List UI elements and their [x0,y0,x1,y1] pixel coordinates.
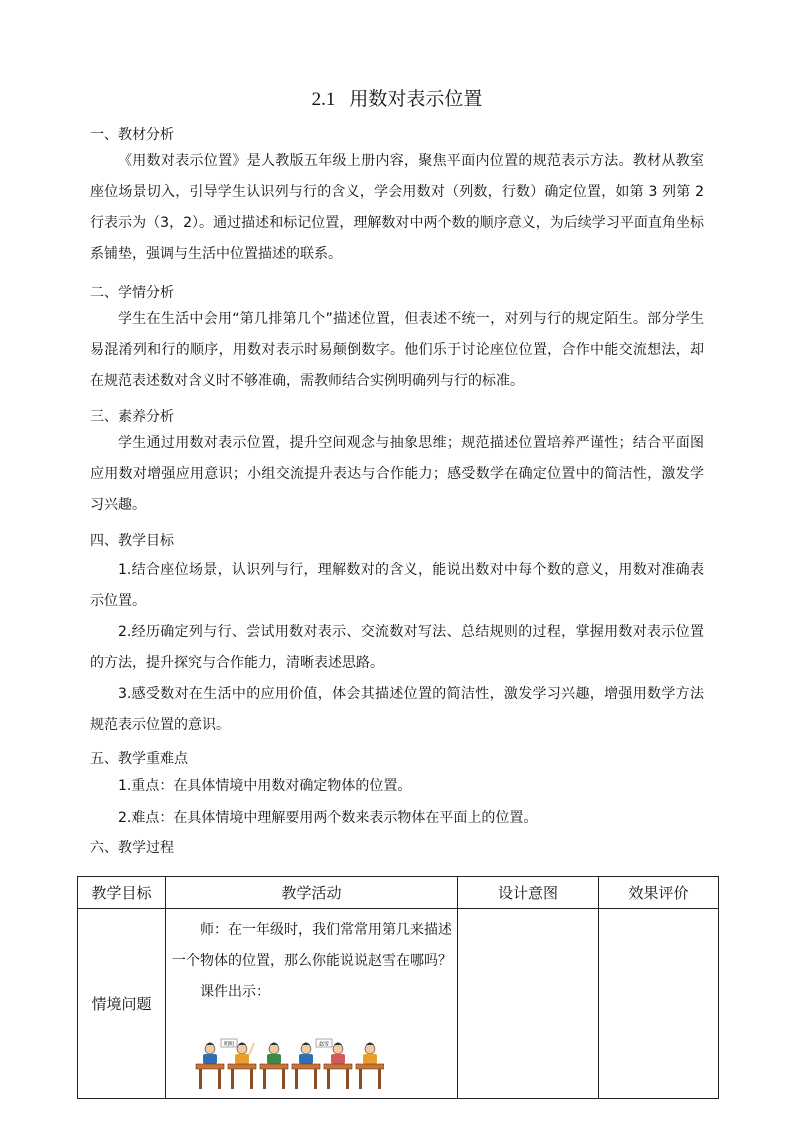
cell-evaluation [599,909,719,1099]
activity-line-1: 师：在一年级时，我们常常用第几来描述 [200,922,452,938]
cell-goal: 情境问题 [78,909,166,1099]
sign-left [221,1039,237,1048]
cell-intent [458,909,599,1099]
sign-left-text: 明明 [223,1041,235,1048]
table-row [78,909,719,1099]
objective-item-2: 2.经历确定列与行、尝试用数对表示、交流数对写法、总结规则的过程，掌握用数对表示位置的方法，提升探究与合作能力，清晰表述思路。 [90,624,704,671]
section-heading-5: 五、教学重难点 [90,751,188,767]
section-paragraph-1: 《用数对表示位置》是人教版五年级上册内容，聚焦平面内位置的规范表示方法。教材从教室座位场景切入，引导学生认识列与行的含义，学会用数对（列数，行数）确定位置，如第 3 列第 2 行表示为（3，2）。通过描述和标记位置，理解数对中两个数的顺序意义，为后续学习平面直角坐标系铺垫，强调与生活中位置描述的联系。 [90,153,704,262]
table-header-goal: 教学目标 [78,877,166,909]
objective-item-3: 3.感受数对在生活中的应用价值，体会其描述位置的简洁性，激发学习兴趣，增强用数学方法规范表示位置的意识。 [90,686,704,733]
section-heading-3: 三、素养分析 [90,409,174,425]
keypoint-item-1: 1.重点：在具体情境中用数对确定物体的位置。 [118,778,412,794]
section-heading-4: 四、教学目标 [90,533,174,549]
activity-line-2: 一个物体的位置，那么你能说说赵雪在哪吗？ [172,953,452,969]
table-header-evaluation: 效果评价 [599,877,719,909]
section-heading-2: 二、学情分析 [90,285,174,301]
classroom-seating-illustration [194,1037,384,1093]
student-6 [356,1043,384,1090]
sign-right [316,1039,332,1048]
student-5 [324,1043,352,1090]
section-heading-1: 一、教材分析 [90,127,174,143]
section-heading-6: 六、教学过程 [90,840,174,856]
teaching-process-table [77,876,719,1099]
section-paragraph-3: 学生通过用数对表示位置，提升空间观念与抽象思维；规范描述位置培养严谨性；结合平面图应用数对增强应用意识；小组交流提升表达与合作能力；感受数学在确定位置中的简洁性，激发学习兴趣。 [90,435,704,513]
table-header-activity: 教学活动 [166,877,458,909]
objective-item-1: 1.结合座位场景，认识列与行，理解数对的含义，能说出数对中每个数的意义，用数对准确表示位置。 [90,562,704,609]
sign-right-text: 赵雪 [318,1041,330,1048]
title-number: 2.1 [311,89,336,110]
student-4 [292,1043,320,1090]
student-3 [260,1043,288,1090]
table-header-row [78,877,719,909]
table-header-intent: 设计意图 [458,877,599,909]
page-title [0,84,794,111]
title-text: 用数对表示位置 [349,88,483,110]
keypoint-item-2: 2.难点：在具体情境中理解要用两个数来表示物体在平面上的位置。 [118,810,538,826]
student-1 [196,1043,224,1090]
student-2 [228,1043,256,1090]
section-paragraph-2: 学生在生活中会用“第几排第几个”描述位置，但表述不统一，对列与行的规定陌生。部分学生易混淆列和行的顺序，用数对表示时易颠倒数字。他们乐于讨论座位位置，合作中能交流想法，却在规范表述数对含义时不够准确，需教师结合实例明确列与行的标准。 [90,311,704,389]
cell-activity [166,909,458,1099]
activity-line-3: 课件出示： [200,984,270,1000]
